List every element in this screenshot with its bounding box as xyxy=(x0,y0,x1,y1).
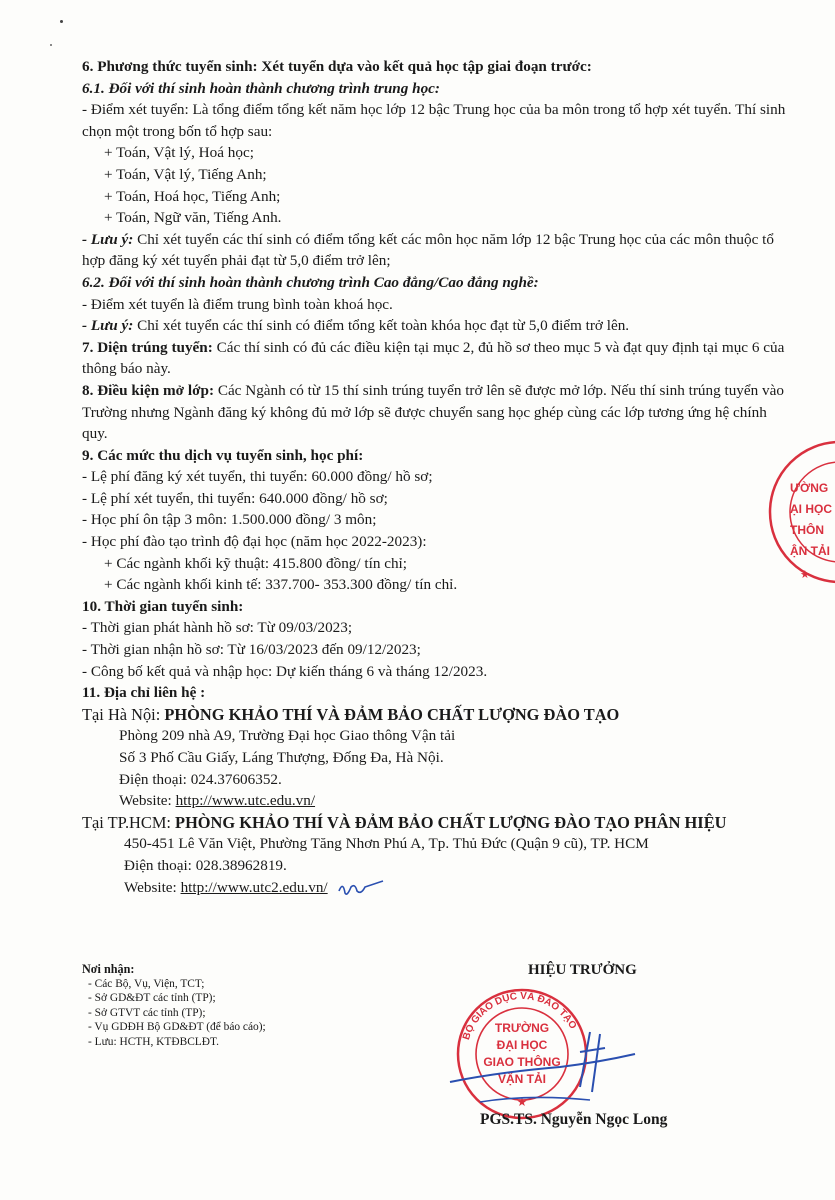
corner-speck xyxy=(50,44,52,46)
section-8 xyxy=(82,380,792,445)
hcm-address-line: 450-451 Lê Văn Việt, Phường Tăng Nhơn Phú A, Tp. Thủ Đức (Quận 9 cũ), TP. HCM xyxy=(124,835,649,853)
section-6-1-title: 6.1. Đối với thí sinh hoàn thành chương trình trung học: xyxy=(82,79,440,97)
hanoi-office-name: PHÒNG KHẢO THÍ VÀ ĐẢM BẢO CHẤT LƯỢNG ĐÀO TẠO xyxy=(160,704,620,724)
seal-line: ĐẠI HỌC xyxy=(496,1038,548,1052)
combo-item: + Toán, Vật lý, Hoá học; xyxy=(104,144,254,162)
section-8-title: 8. Điều kiện mở lớp: xyxy=(82,381,215,399)
note-text: Chỉ xét tuyển các thí sinh có điểm tổng kết các môn học năm lớp 12 bậc Trung học của các môn thuộc tổ hợp đăng ký xét tuyển phải đạt từ 5,0 điểm trở lên; xyxy=(82,230,774,270)
section-6-1-note xyxy=(82,229,792,272)
time-item: - Thời gian nhận hồ sơ: Từ 16/03/2023 đến 09/12/2023; xyxy=(82,641,421,659)
time-item: - Công bố kết quả và nhập học: Dự kiến tháng 6 và tháng 12/2023. xyxy=(82,662,488,680)
hanoi-prefix: Tại Hà Nội: xyxy=(82,704,161,724)
hcm-office-name: PHÒNG KHẢO THÍ VÀ ĐẢM BẢO CHẤT LƯỢNG ĐÀO TẠO PHÂN HIỆU xyxy=(170,812,727,832)
combo-item: + Toán, Ngữ văn, Tiếng Anh. xyxy=(104,209,282,227)
section-6-2-title: 6.2. Đối với thí sinh hoàn thành chương trình Cao đẳng/Cao đẳng nghề: xyxy=(82,273,539,291)
section-10-title: 10. Thời gian tuyển sinh: xyxy=(82,597,244,615)
fee-sub-item: + Các ngành khối kỹ thuật: 415.800 đồng/ tín chỉ; xyxy=(104,554,408,572)
fee-item: - Học phí ôn tập 3 môn: 1.500.000 đồng/ 3 môn; xyxy=(82,511,377,529)
hcm-office xyxy=(82,812,792,834)
edge-seal-line: ẠI HỌC xyxy=(790,502,832,516)
recipient-item: - Sở GD&ĐT các tỉnh (TP); xyxy=(88,992,216,1005)
recipients-block xyxy=(82,962,266,1050)
hanoi-address-line: Số 3 Phố Cầu Giấy, Láng Thượng, Đống Đa, Hà Nội. xyxy=(119,749,444,766)
edge-seal-line: THÔN xyxy=(790,523,824,537)
note-label: - Lưu ý: xyxy=(82,230,134,248)
recipient-item: - Các Bộ, Vụ, Viện, TCT; xyxy=(88,977,205,990)
recipient-item: - Vụ GDĐH Bộ GD&ĐT (để báo cáo); xyxy=(88,1021,266,1034)
hcm-website-link[interactable]: http://www.utc2.edu.vn/ xyxy=(180,878,328,896)
website-label: Website: xyxy=(124,878,181,896)
seal-line: GIAO THÔNG xyxy=(483,1055,561,1069)
recipients-heading: Nơi nhận: xyxy=(82,962,135,976)
hcm-phone: Điện thoại: 028.38962819. xyxy=(124,856,287,874)
recipient-item: - Lưu: HCTH, KTĐBCLĐT. xyxy=(88,1035,219,1048)
fee-item: - Lệ phí xét tuyển, thi tuyển: 640.000 đồng/ hồ sơ; xyxy=(82,489,388,507)
signer-name: PGS.TS. Nguyễn Ngọc Long xyxy=(480,1111,668,1128)
document-body xyxy=(82,56,792,899)
hcm-prefix: Tại TP.HCM: xyxy=(82,812,171,832)
recipient-item: - Sở GTVT các tỉnh (TP); xyxy=(88,1006,206,1019)
corner-speck xyxy=(60,20,63,23)
note-text: Chỉ xét tuyển các thí sinh có điểm tổng kết toàn khóa học đạt từ 5,0 điểm trở lên. xyxy=(133,317,630,335)
seal-line: TRƯỜNG xyxy=(494,1021,550,1035)
signature-scribble xyxy=(440,1012,660,1122)
seal-line: VẬN TẢI xyxy=(498,1072,546,1086)
time-item: - Thời gian phát hành hồ sơ: Từ 09/03/2023; xyxy=(82,619,353,637)
hanoi-office xyxy=(82,704,792,726)
fee-item: - Học phí đào tạo trình độ đại học (năm học 2022-2023): xyxy=(82,533,427,551)
seal-star-icon: ★ xyxy=(516,1095,528,1109)
hanoi-phone: Điện thoại: 024.37606352. xyxy=(119,770,282,788)
hanoi-address-line: Phòng 209 nhà A9, Trường Đại học Giao thông Vận tải xyxy=(119,727,456,745)
section-8-text: Các Ngành có từ 15 thí sinh trúng tuyển trở lên sẽ được mở lớp. Nếu thí sinh trúng tuyển vào Trường nhưng Ngành đăng ký không đủ mở lớp sẽ được chuyển sang học ghép cùng các lớp tương ứng hệ chính quy. xyxy=(82,381,784,443)
note-label: - Lưu ý: xyxy=(82,317,134,335)
combo-item: + Toán, Hoá học, Tiếng Anh; xyxy=(104,187,281,205)
hanoi-website-line xyxy=(82,790,792,812)
fee-sub-item: + Các ngành khối kinh tế: 337.700- 353.300 đồng/ tín chỉ. xyxy=(104,576,458,594)
fee-item: - Lệ phí đăng ký xét tuyển, thi tuyển: 60.000 đồng/ hồ sơ; xyxy=(82,468,433,486)
section-9-title: 9. Các mức thu dịch vụ tuyển sinh, học phí: xyxy=(82,446,364,464)
section-11-title: 11. Địa chỉ liên hệ : xyxy=(82,684,206,702)
section-7 xyxy=(82,337,792,380)
hanoi-website-link[interactable]: http://www.utc.edu.vn/ xyxy=(175,792,316,810)
seal-ring-text: BỘ GIÁO DỤC VÀ ĐÀO TẠO xyxy=(460,990,579,1042)
combo-item: + Toán, Vật lý, Tiếng Anh; xyxy=(104,165,267,183)
signer-title: HIỆU TRƯỞNG xyxy=(528,962,637,978)
edge-seal-line: ẬN TẢI xyxy=(790,544,830,558)
section-6-1-paragraph: - Điểm xét tuyển: Là tổng điểm tổng kết năm học lớp 12 bậc Trung học của ba môn trong tổ hợp xét tuyển. Thí sinh chọn một trong bốn tổ hợp sau: xyxy=(82,101,786,140)
section-6-title: 6. Phương thức tuyển sinh: Xét tuyển dựa vào kết quả học tập giai đoạn trước: xyxy=(82,58,592,75)
section-7-text: Các thí sinh có đủ các điều kiện tại mục 2, đủ hồ sơ theo mục 5 và đạt quy định tại mục 6 của thông báo này. xyxy=(82,338,785,378)
hcm-website-line xyxy=(82,877,792,900)
section-6-2-note xyxy=(82,315,792,337)
section-7-title: 7. Diện trúng tuyển: xyxy=(82,338,213,356)
website-label: Website: xyxy=(119,792,176,810)
edge-seal-star-icon: ★ xyxy=(800,569,810,581)
edge-seal-stamp xyxy=(760,432,835,592)
initials-scribble xyxy=(335,877,387,899)
section-6-2-paragraph: - Điểm xét tuyển là điểm trung bình toàn khoá học. xyxy=(82,295,393,313)
edge-seal-line: ƯỜNG xyxy=(790,481,829,495)
